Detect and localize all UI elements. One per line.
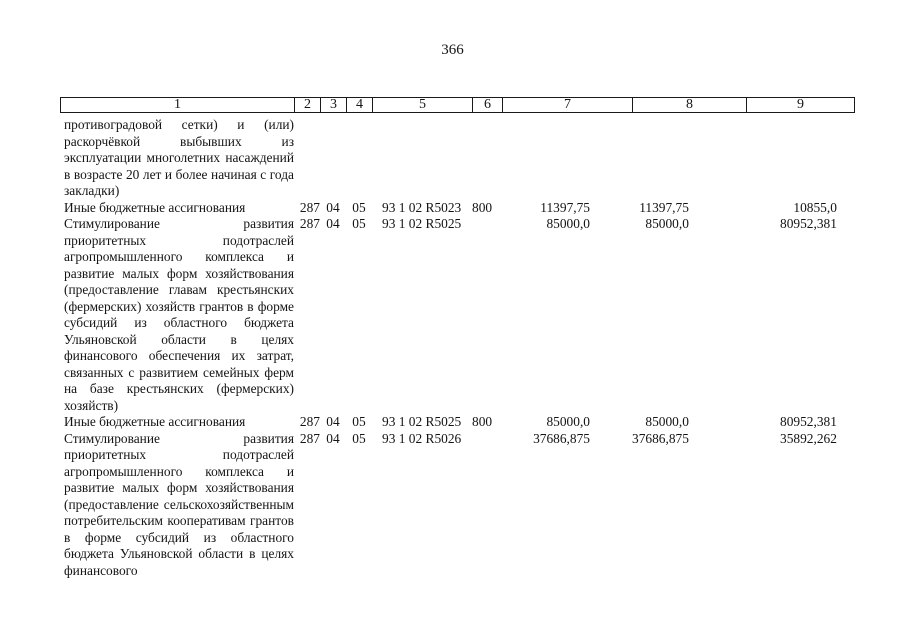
column-header-2: 2: [295, 98, 321, 113]
column-header-3: 3: [321, 98, 347, 113]
table-row: [60, 414, 857, 431]
cell-col4: [346, 117, 372, 200]
table-row: [60, 200, 857, 217]
cell-col5: [372, 117, 472, 200]
page-number: 366: [441, 42, 464, 58]
cell-col9: 10855,0: [793, 199, 837, 215]
cell-col6: [472, 117, 502, 200]
column-header-table: [60, 97, 855, 113]
cell-col8: 85000,0: [645, 414, 689, 429]
table-row: [60, 117, 857, 200]
column-header-7: 7: [503, 98, 633, 113]
cell-col9: 80952,381: [780, 216, 837, 231]
cell-col5: 93 1 02 R5025: [382, 414, 462, 429]
cell-col8: [632, 117, 749, 200]
column-header-5: 5: [373, 98, 473, 113]
cell-col4: 05: [352, 216, 366, 231]
cell-col8: 37686,875: [632, 430, 689, 446]
cell-col7: 11397,75: [540, 199, 590, 215]
cell-col4: 05: [352, 430, 366, 446]
cell-col6: [472, 431, 502, 580]
column-header-9: 9: [747, 98, 855, 113]
table-row: [60, 431, 857, 580]
cell-col3: 04: [326, 199, 340, 215]
row-name: Стимулирование развития приоритетных подотраслей агропромышленного комплекса и развитие малых форм хозяйствования (предоставление главам крестьянских (фермерских) хозяйств грантов в форме субсидий из областного бюджета Ульяновской области в целях финансового обеспечения их затрат, связанных с развитием семейных ферм на базе крестьянских (фермерских) хозяйств): [64, 216, 294, 413]
column-header-6: 6: [473, 98, 503, 113]
cell-col3: 04: [326, 414, 340, 429]
cell-col7: 85000,0: [546, 414, 590, 429]
cell-col5: 93 1 02 R5023: [382, 199, 462, 215]
cell-col2: 287: [299, 414, 320, 429]
cell-col9: [749, 117, 857, 200]
cell-col9: 35892,262: [780, 430, 837, 446]
column-header-8: 8: [633, 98, 747, 113]
cell-col2: 287: [299, 216, 320, 231]
row-name: Иные бюджетные ассигнования: [64, 414, 246, 429]
cell-col9: 80952,381: [780, 414, 837, 429]
cell-col6: 800: [472, 414, 493, 429]
cell-col6: 800: [472, 199, 493, 215]
row-name: Иные бюджетные ассигнования: [64, 199, 246, 215]
cell-col3: 04: [326, 216, 340, 231]
cell-col2: 287: [299, 430, 320, 446]
cell-col5: 93 1 02 R5026: [382, 430, 462, 446]
cell-col7: [502, 117, 632, 200]
row-name: противоградовой сетки) и (или) раскорчёвкой выбывших из эксплуатации многолетних насаждений в возрасте 20 лет и более начиная с года закладки): [64, 117, 294, 198]
column-header-1: 1: [61, 98, 295, 113]
column-header-4: 4: [347, 98, 373, 113]
table-row: [60, 216, 857, 414]
cell-col8: 85000,0: [645, 216, 689, 231]
cell-col4: 05: [352, 414, 366, 429]
cell-col3: [320, 117, 346, 200]
cell-col7: 37686,875: [533, 430, 590, 446]
cell-col2: 287: [299, 199, 320, 215]
cell-col6: [472, 216, 502, 414]
header-row: [61, 98, 855, 113]
cell-col3: 04: [326, 430, 340, 446]
row-name: Стимулирование развития приоритетных подотраслей агропромышленного комплекса и развитие малых форм хозяйствования (предоставление сельскохозяйственным потребительским кооперативам грантов в форме субсидий из областного бюджета Ульяновской области в целях финансового: [64, 430, 294, 578]
cell-col2: [294, 117, 320, 200]
cell-col5: 93 1 02 R5025: [382, 216, 462, 231]
cell-col4: 05: [352, 199, 366, 215]
cell-col8: 11397,75: [639, 199, 689, 215]
cell-col7: 85000,0: [546, 216, 590, 231]
budget-table: [60, 117, 857, 579]
